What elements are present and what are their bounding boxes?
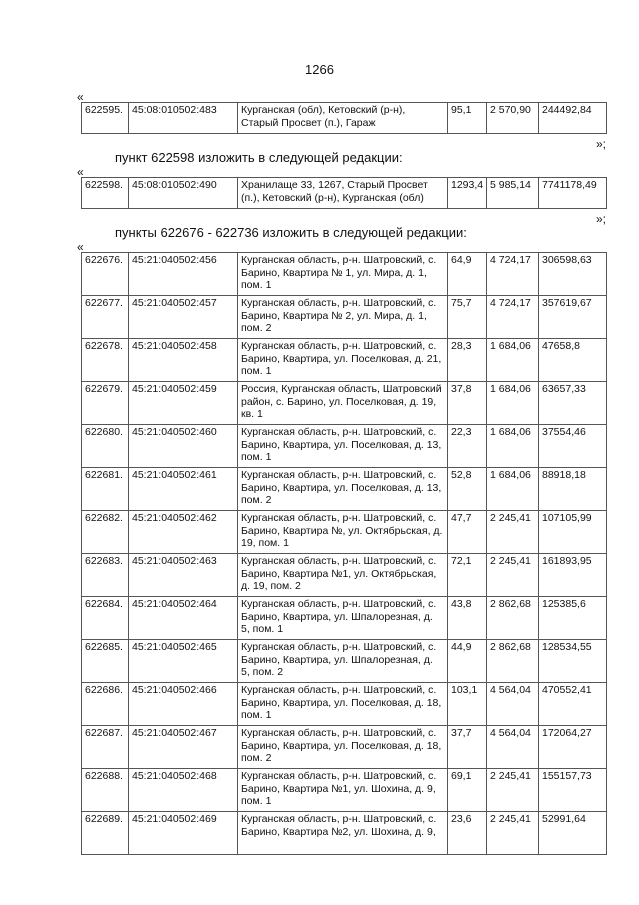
- page-number: 1266: [305, 62, 334, 77]
- address-cell: Курганская область, р-н. Шатровский, с. Барино, Квартира № 2, ул. Мира, д. 1, пом. 2: [238, 296, 448, 339]
- cadastral-number-cell: 45:08:010502:483: [129, 103, 238, 134]
- cadastral-value-cell: 37554,46: [539, 425, 607, 468]
- table-row: [82, 640, 607, 683]
- address-cell: Хранилаще 33, 1267, Старый Просвет (п.), Кетовский (р-н), Курганская (обл): [238, 178, 448, 209]
- area-cell: 72,1: [448, 554, 487, 597]
- open-quote-2: «: [77, 165, 84, 179]
- address-cell: Курганская область, р-н. Шатровский, с. Барино, Квартира, ул. Поселковая, д. 18, пом. 2: [238, 726, 448, 769]
- cadastral-number-cell: 45:21:040502:462: [129, 511, 238, 554]
- cadastral-value-cell: 107105,99: [539, 511, 607, 554]
- item-number-cell: 622687.: [82, 726, 129, 769]
- area-cell: 28,3: [448, 339, 487, 382]
- table-row: [82, 597, 607, 640]
- area-cell: 43,8: [448, 597, 487, 640]
- area-cell: 64,9: [448, 253, 487, 296]
- cadastral-number-cell: 45:08:010502:490: [129, 178, 238, 209]
- rate-cell: 1 684,06: [487, 382, 539, 425]
- rate-cell: 2 245,41: [487, 554, 539, 597]
- cadastral-number-cell: 45:21:040502:463: [129, 554, 238, 597]
- table-row: [82, 296, 607, 339]
- rate-cell: 4 564,04: [487, 726, 539, 769]
- rate-cell: 2 862,68: [487, 597, 539, 640]
- address-cell: Курганская область, р-н. Шатровский, с. Барино, Квартира, ул. Поселковая, д. 21, пом. 1: [238, 339, 448, 382]
- item-number-cell: 622682.: [82, 511, 129, 554]
- registry-table-1: [81, 102, 607, 134]
- cadastral-number-cell: 45:21:040502:458: [129, 339, 238, 382]
- cadastral-value-cell: 128534,55: [539, 640, 607, 683]
- table-row: [82, 726, 607, 769]
- area-cell: 103,1: [448, 683, 487, 726]
- instruction-items-622676-622736: пункты 622676 - 622736 изложить в следующей редакции:: [115, 225, 467, 240]
- table-row: [82, 103, 607, 134]
- address-cell: Курганская область, р-н. Шатровский, с. Барино, Квартира, ул. Поселковая, д. 13, пом. 2: [238, 468, 448, 511]
- cadastral-number-cell: 45:21:040502:460: [129, 425, 238, 468]
- area-cell: 95,1: [448, 103, 487, 134]
- cadastral-value-cell: 470552,41: [539, 683, 607, 726]
- cadastral-number-cell: 45:21:040502:456: [129, 253, 238, 296]
- area-cell: 47,7: [448, 511, 487, 554]
- item-number-cell: 622683.: [82, 554, 129, 597]
- cadastral-value-cell: 52991,64: [539, 812, 607, 855]
- table-row: [82, 339, 607, 382]
- cadastral-value-cell: 63657,33: [539, 382, 607, 425]
- area-cell: 37,7: [448, 726, 487, 769]
- address-cell: Курганская область, р-н. Шатровский, с. Барино, Квартира №1, ул. Октябрьская, д. 19, пом. 2: [238, 554, 448, 597]
- address-cell: Курганская область, р-н. Шатровский, с. Барино, Квартира, ул. Поселковая, д. 18, пом. 1: [238, 683, 448, 726]
- cadastral-value-cell: 357619,67: [539, 296, 607, 339]
- cadastral-value-cell: 244492,84: [539, 103, 607, 134]
- table-row: [82, 683, 607, 726]
- address-cell: Курганская область, р-н. Шатровский, с. Барино, Квартира, ул. Шпалорезная, д. 5, пом. 1: [238, 597, 448, 640]
- rate-cell: 2 570,90: [487, 103, 539, 134]
- area-cell: 75,7: [448, 296, 487, 339]
- area-cell: 44,9: [448, 640, 487, 683]
- rate-cell: 1 684,06: [487, 425, 539, 468]
- rate-cell: 4 724,17: [487, 253, 539, 296]
- area-cell: 37,8: [448, 382, 487, 425]
- address-cell: Курганская область, р-н. Шатровский, с. Барино, Квартира № 1, ул. Мира, д. 1, пом. 1: [238, 253, 448, 296]
- area-cell: 1293,4: [448, 178, 487, 209]
- rate-cell: 4 564,04: [487, 683, 539, 726]
- item-number-cell: 622685.: [82, 640, 129, 683]
- item-number-cell: 622680.: [82, 425, 129, 468]
- area-cell: 23,6: [448, 812, 487, 855]
- cadastral-value-cell: 172064,27: [539, 726, 607, 769]
- table-row: [82, 178, 607, 209]
- item-number-cell: 622686.: [82, 683, 129, 726]
- cadastral-value-cell: 7741178,49: [539, 178, 607, 209]
- close-quote-2: »;: [596, 212, 607, 226]
- item-number-cell: 622677.: [82, 296, 129, 339]
- address-cell: Россия, Курганская область, Шатровский район, с. Барино, ул. Поселковая, д. 19, кв. 1: [238, 382, 448, 425]
- cadastral-number-cell: 45:21:040502:467: [129, 726, 238, 769]
- cadastral-value-cell: 306598,63: [539, 253, 607, 296]
- item-number-cell: 622595.: [82, 103, 129, 134]
- open-quote-1: «: [77, 90, 84, 104]
- address-cell: Курганская область, р-н. Шатровский, с. Барино, Квартира, ул. Шпалорезная, д. 5, пом. 2: [238, 640, 448, 683]
- address-cell: Курганская область, р-н. Шатровский, с. Барино, Квартира №1, ул. Шохина, д. 9, пом. 1: [238, 769, 448, 812]
- table-row: [82, 468, 607, 511]
- item-number-cell: 622689.: [82, 812, 129, 855]
- cadastral-value-cell: 88918,18: [539, 468, 607, 511]
- rate-cell: 1 684,06: [487, 468, 539, 511]
- rate-cell: 5 985,14: [487, 178, 539, 209]
- cadastral-number-cell: 45:21:040502:457: [129, 296, 238, 339]
- area-cell: 52,8: [448, 468, 487, 511]
- area-cell: 22,3: [448, 425, 487, 468]
- item-number-cell: 622598.: [82, 178, 129, 209]
- area-cell: 69,1: [448, 769, 487, 812]
- rate-cell: 4 724,17: [487, 296, 539, 339]
- rate-cell: 2 862,68: [487, 640, 539, 683]
- rate-cell: 2 245,41: [487, 511, 539, 554]
- table-row: [82, 425, 607, 468]
- cadastral-number-cell: 45:21:040502:465: [129, 640, 238, 683]
- item-number-cell: 622681.: [82, 468, 129, 511]
- rate-cell: 1 684,06: [487, 339, 539, 382]
- cadastral-number-cell: 45:21:040502:469: [129, 812, 238, 855]
- table-row: [82, 511, 607, 554]
- address-cell: Курганская область, р-н. Шатровский, с. Барино, Квартира №2, ул. Шохина, д. 9,: [238, 812, 448, 855]
- cadastral-number-cell: 45:21:040502:459: [129, 382, 238, 425]
- rate-cell: 2 245,41: [487, 769, 539, 812]
- close-quote-1: »;: [596, 137, 607, 151]
- item-number-cell: 622678.: [82, 339, 129, 382]
- cadastral-value-cell: 47658,8: [539, 339, 607, 382]
- cadastral-number-cell: 45:21:040502:466: [129, 683, 238, 726]
- open-quote-3: «: [77, 240, 84, 254]
- item-number-cell: 622684.: [82, 597, 129, 640]
- address-cell: Курганская область, р-н. Шатровский, с. Барино, Квартира, ул. Поселковая, д. 13, пом. 1: [238, 425, 448, 468]
- cadastral-value-cell: 155157,73: [539, 769, 607, 812]
- address-cell: Курганская (обл), Кетовский (р-н), Старый Просвет (п.), Гараж: [238, 103, 448, 134]
- registry-table-2: [81, 177, 607, 209]
- cadastral-value-cell: 125385,6: [539, 597, 607, 640]
- instruction-item-622598: пункт 622598 изложить в следующей редакции:: [115, 150, 403, 165]
- table-row: [82, 769, 607, 812]
- table-row: [82, 554, 607, 597]
- cadastral-number-cell: 45:21:040502:468: [129, 769, 238, 812]
- cadastral-number-cell: 45:21:040502:464: [129, 597, 238, 640]
- item-number-cell: 622688.: [82, 769, 129, 812]
- table-row: [82, 382, 607, 425]
- cadastral-value-cell: 161893,95: [539, 554, 607, 597]
- table-row: [82, 253, 607, 296]
- registry-table-3: [81, 252, 607, 855]
- item-number-cell: 622676.: [82, 253, 129, 296]
- table-row: [82, 812, 607, 855]
- rate-cell: 2 245,41: [487, 812, 539, 855]
- cadastral-number-cell: 45:21:040502:461: [129, 468, 238, 511]
- item-number-cell: 622679.: [82, 382, 129, 425]
- address-cell: Курганская область, р-н. Шатровский, с. Барино, Квартира №, ул. Октябрьская, д. 19, пом. 1: [238, 511, 448, 554]
